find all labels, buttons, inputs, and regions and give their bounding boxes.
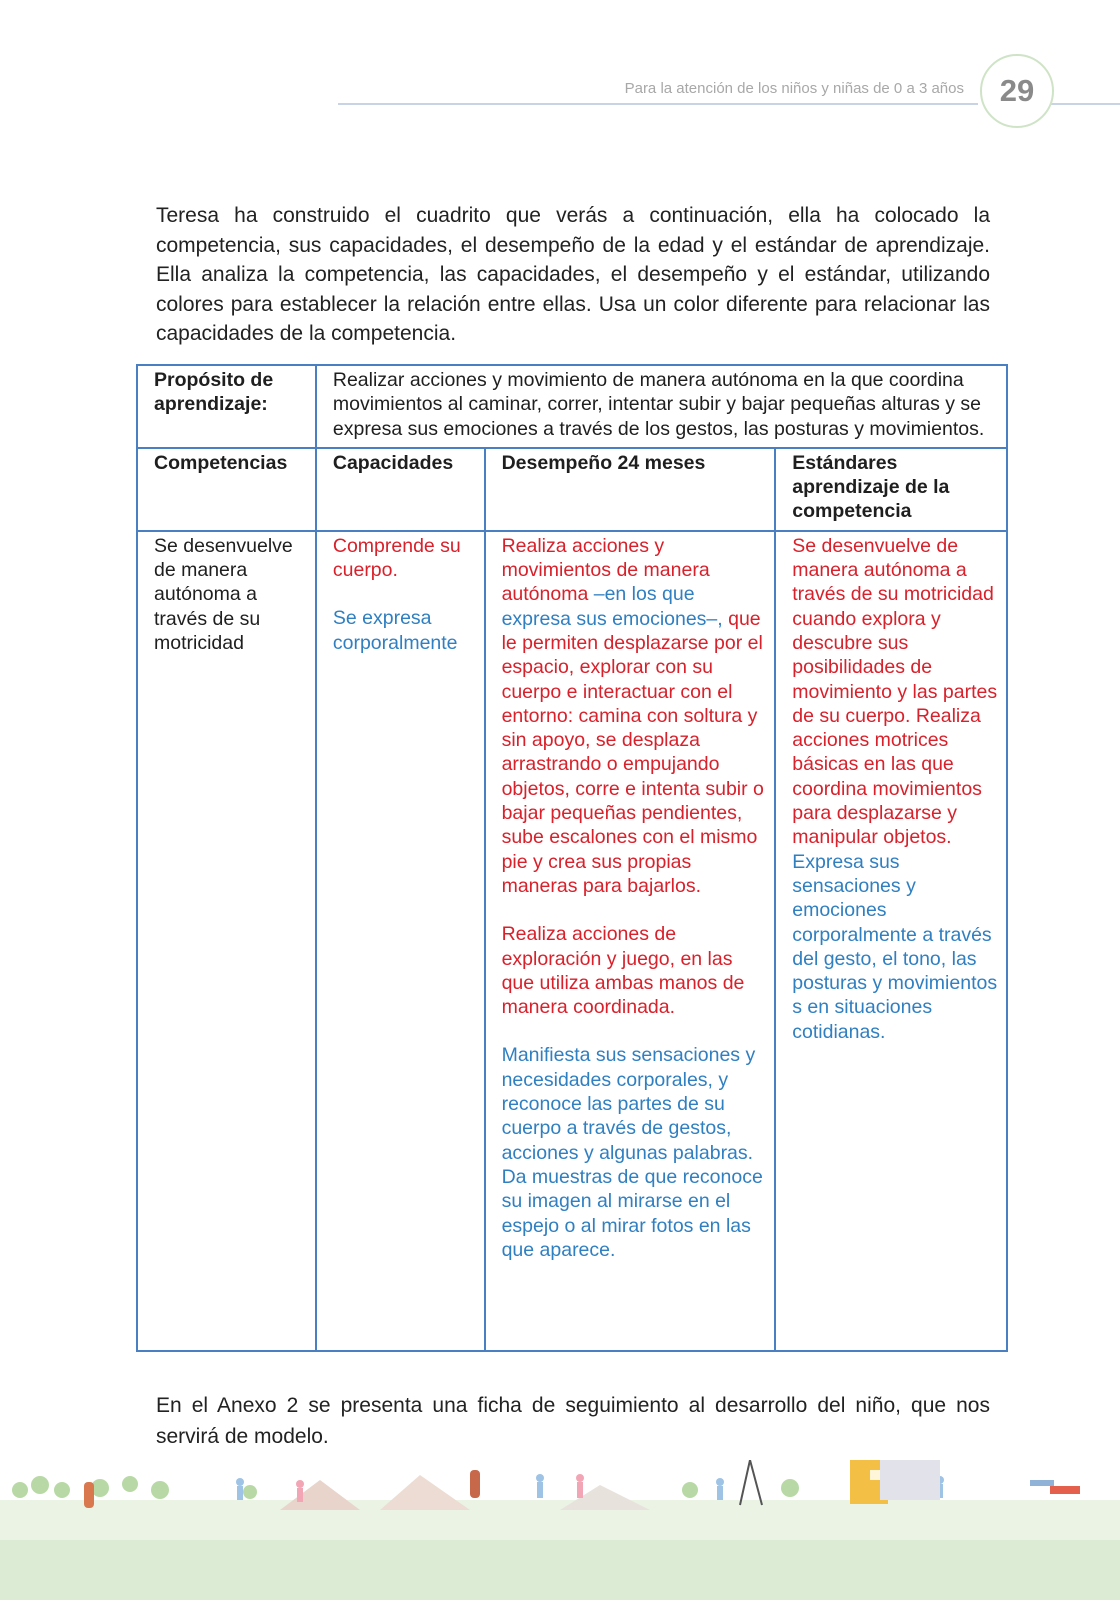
estandar-red: Se desenvuelve de manera autónoma a través de su motricidad cuando explora y descubre sus posibilidades de movimiento y las partes de su cuerpo. Realiza acciones motrices básicas en las que coordina movimientos para desplazarse y manipular objetos. bbox=[792, 534, 998, 849]
estandar-cell bbox=[775, 531, 1007, 1351]
desempeno-paragraph-2: Realiza acciones de exploración y juego, en las que utiliza ambas manos de manera coordinada. bbox=[501, 923, 745, 1019]
estandar-blue: Expresa sus sensaciones y emociones corporalmente a través del gesto, el tono, las posturas y movimientos s en situaciones cotidianas. bbox=[792, 850, 998, 1043]
landscape-illustration bbox=[0, 1460, 1120, 1600]
closing-paragraph: En el Anexo 2 se presenta una ficha de seguimiento al desarrollo del niño, que nos servirá de modelo. bbox=[156, 1394, 990, 1448]
capacidad-comprende: Comprende su cuerpo. bbox=[332, 534, 461, 582]
desempeno-1-blue: –en los que expresa sus emociones–, bbox=[501, 583, 723, 630]
header-capacidades: Capacidades bbox=[316, 448, 485, 531]
desempeno-paragraph-4: Da muestras de que reconoce su imagen al mirarse en el espejo o al mirar fotos en las que aparece. bbox=[501, 1165, 763, 1261]
purpose-label-line2: aprendizaje: bbox=[154, 393, 268, 416]
competencia-cell: Se desenvuelve de manera autónoma a través de su motricidad bbox=[137, 531, 316, 1351]
desempeno-paragraph-3: Manifiesta sus sensaciones y necesidades corporales, y reconoce las partes de su cuerpo a través de gestos, acciones y algunas palabras. bbox=[501, 1044, 756, 1164]
header-competencias: Competencias bbox=[137, 448, 316, 531]
running-head: Para la atención de los niños y niñas de 0 a 3 años bbox=[624, 80, 964, 97]
header-desempeno: Desempeño 24 meses bbox=[485, 448, 776, 531]
purpose-label-cell bbox=[137, 365, 316, 448]
capacidad-expresa: Se expresa corporalmente bbox=[332, 607, 458, 654]
desempeno-cell bbox=[485, 531, 776, 1351]
purpose-text: Realizar acciones y movimiento de manera autónoma en la que coordina movimientos al caminar, correr, intentar subir y bajar pequeñas alturas y se expresa sus emociones a través de los gestos, las posturas y movimientos. bbox=[316, 365, 1007, 448]
purpose-row bbox=[137, 365, 1007, 448]
competency-table bbox=[136, 364, 1008, 1352]
page-number: 29 bbox=[980, 54, 1054, 128]
header-row bbox=[137, 448, 1007, 531]
desempeno-1-red-a: Realiza acciones y movimientos de manera autónoma bbox=[501, 534, 710, 606]
header-estandares: Estándares aprendizaje de la competencia bbox=[775, 448, 1007, 531]
purpose-label-line1: Propósito de bbox=[154, 369, 274, 391]
header-rule-right bbox=[1049, 103, 1120, 105]
content-row bbox=[137, 531, 1007, 1351]
desempeno-paragraph-1 bbox=[502, 534, 767, 898]
intro-paragraph: Teresa ha construido el cuadrito que verás a continuación, ella ha colocado la competencia, sus capacidades, el desempeño de la edad y el estándar de aprendizaje. Ella analiza la competencia, las capacidades, el desempeño y el estándar, utilizando colores para establecer la relación entre ellas. Usa un color diferente para relacionar las capacidades de la competencia. bbox=[156, 204, 990, 345]
desempeno-1-red-b: que le permiten desplazarse por el espacio, explorar con su cuerpo e interactuar con el entorno: camina con soltura y sin apoyo, se desplaza arrastrando o empujando objetos, corre e intenta subir o bajar pequeñas pendientes, sube escalones con el mismo pie y crea sus propias maneras para bajarlos. bbox=[501, 607, 764, 897]
header-rule bbox=[338, 103, 978, 105]
capacidades-cell bbox=[316, 531, 485, 1351]
